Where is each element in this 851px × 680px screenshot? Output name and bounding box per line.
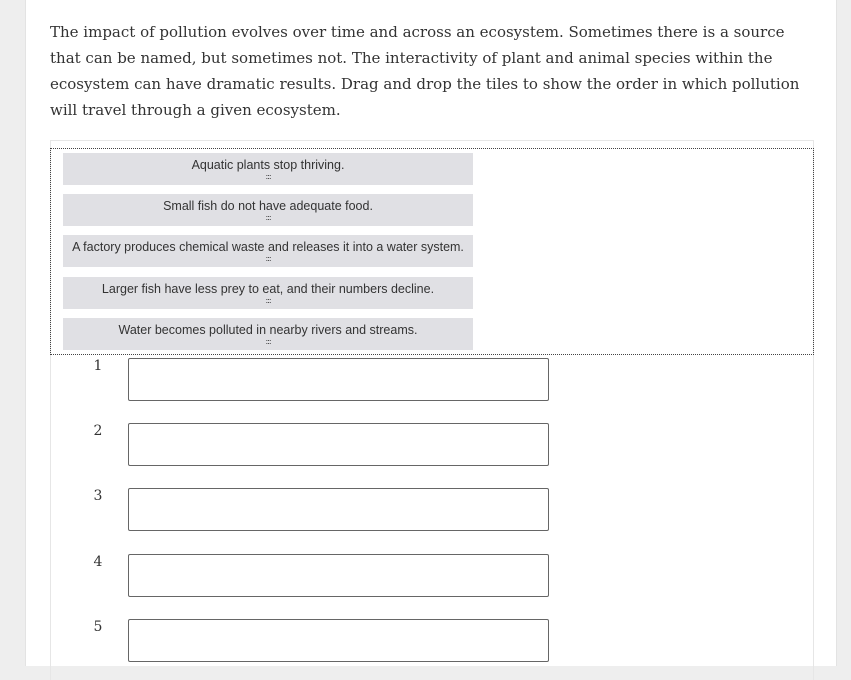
drag-handle-icon: ::: xyxy=(265,337,271,346)
answer-slot-row xyxy=(50,358,570,402)
tile-label: Larger fish have less prey to eat, and their numbers decline. xyxy=(101,282,435,296)
drag-tile[interactable] xyxy=(63,153,473,185)
drag-tile[interactable] xyxy=(63,194,473,226)
tile-label: Aquatic plants stop thriving. xyxy=(191,158,345,172)
slot-number: 2 xyxy=(93,423,103,439)
answer-slot-row xyxy=(50,488,570,532)
slot-number: 5 xyxy=(93,619,103,635)
drop-zone[interactable] xyxy=(128,358,549,401)
slot-number: 4 xyxy=(93,554,103,570)
question-page xyxy=(25,0,837,666)
drag-handle-icon: ::: xyxy=(265,172,271,181)
question-prompt: The impact of pollution evolves over time and across an ecosystem. Sometimes there is a source that can be named, but sometimes not. The interactivity of plant and animal species within the ecosystem can have dramatic results. Drag and drop the tiles to show the order in which pollution will travel through a given ecosystem. xyxy=(50,23,800,119)
drop-zone[interactable] xyxy=(128,488,549,531)
drag-handle-icon: ::: xyxy=(265,296,271,305)
answer-slot-row xyxy=(50,423,570,467)
drag-tile[interactable] xyxy=(63,235,473,267)
drag-handle-icon: ::: xyxy=(265,213,271,222)
slot-number: 3 xyxy=(93,488,103,504)
answer-slot-row xyxy=(50,619,570,663)
drop-zone[interactable] xyxy=(128,423,549,466)
tile-label: A factory produces chemical waste and releases it into a water system. xyxy=(72,240,464,254)
slot-number: 1 xyxy=(93,358,103,374)
tile-label: Water becomes polluted in nearby rivers and streams. xyxy=(118,323,418,337)
drag-handle-icon: ::: xyxy=(265,254,271,263)
drag-tile[interactable] xyxy=(63,277,473,309)
tile-bank[interactable] xyxy=(50,148,814,355)
drag-tile[interactable] xyxy=(63,318,473,350)
drop-zone[interactable] xyxy=(128,554,549,597)
drop-zone[interactable] xyxy=(128,619,549,662)
tile-label: Small fish do not have adequate food. xyxy=(163,199,373,213)
answer-slot-row xyxy=(50,554,570,598)
